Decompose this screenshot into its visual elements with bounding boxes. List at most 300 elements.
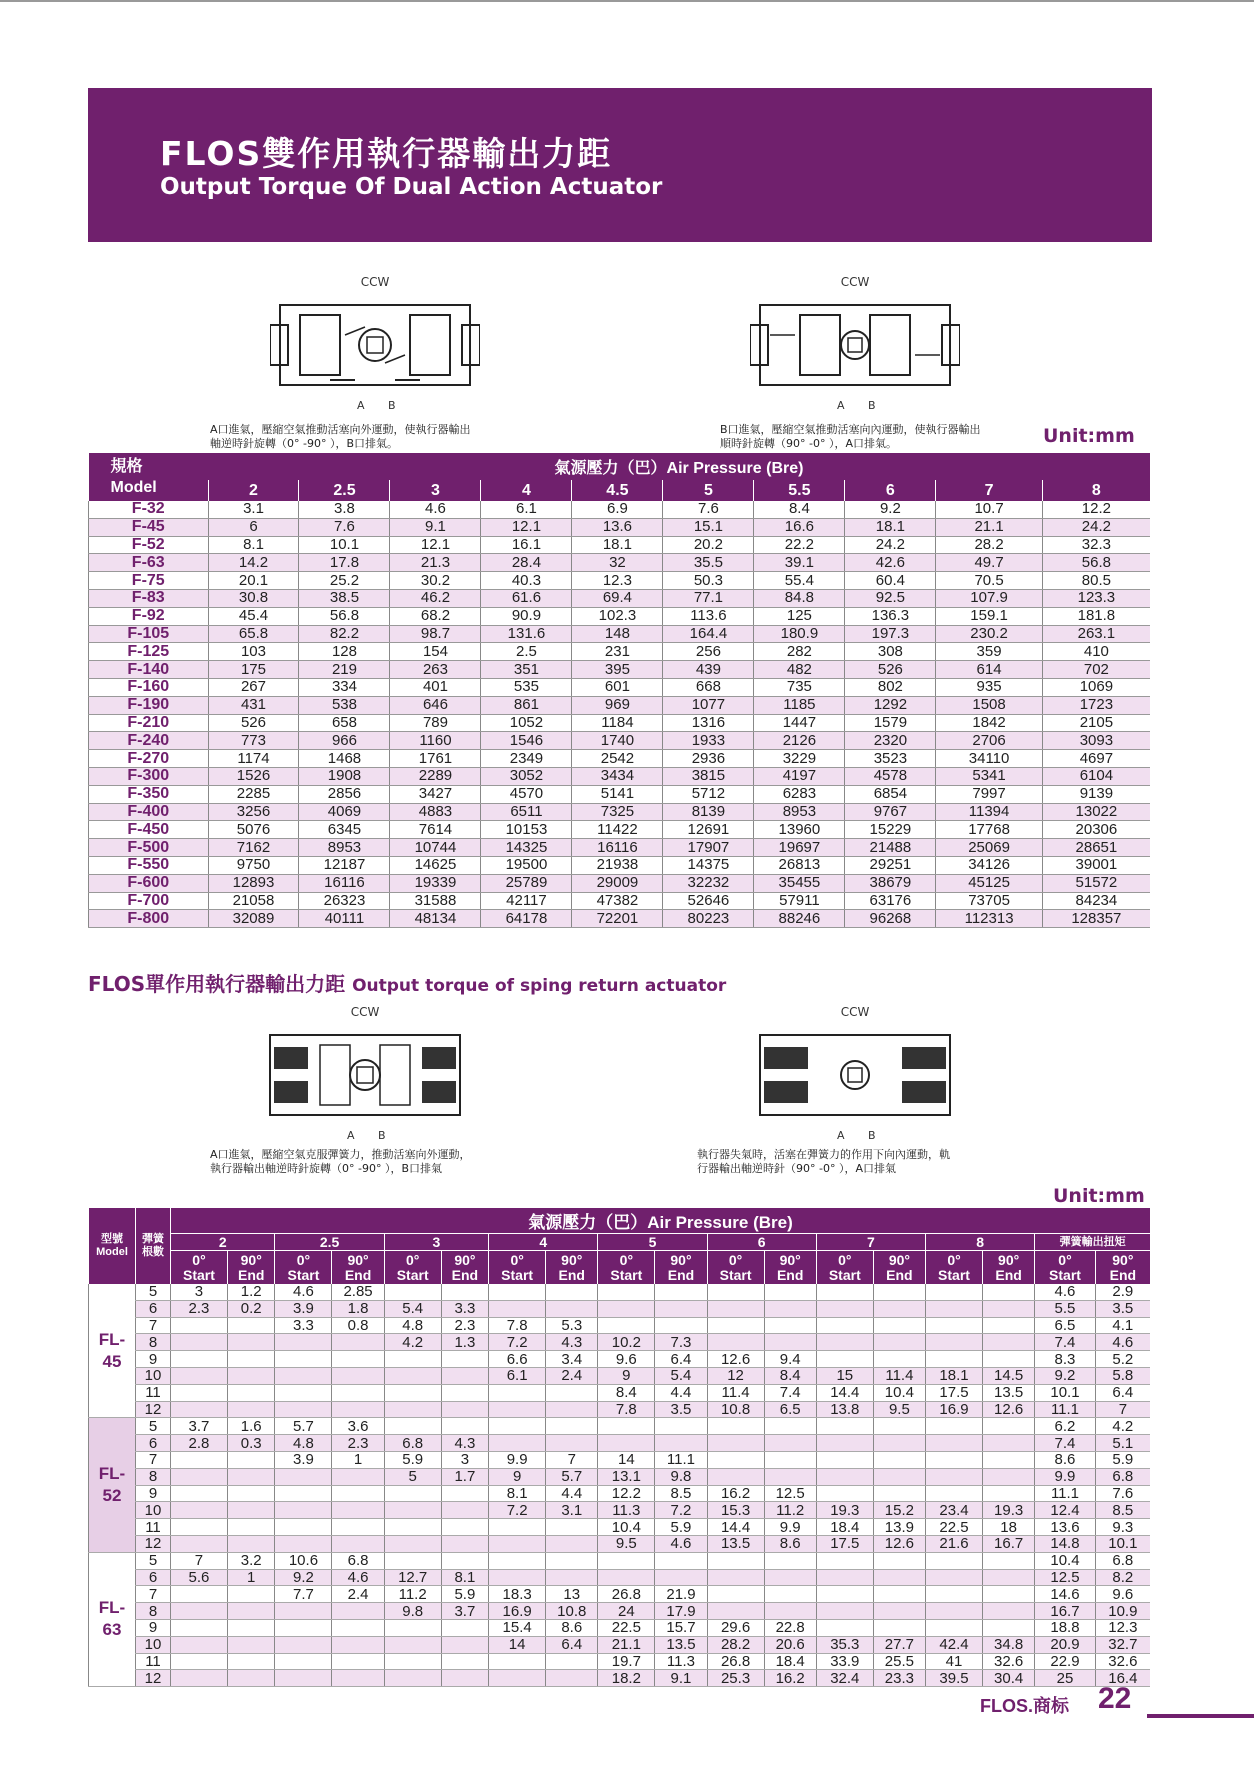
torque-cell: 103 — [208, 643, 299, 661]
torque-cell: 88246 — [754, 910, 845, 928]
torque-cell: 10.8 — [707, 1401, 764, 1418]
torque-cell — [926, 1619, 983, 1636]
torque-cell: 2349 — [481, 750, 572, 768]
torque-cell: 13022 — [1042, 803, 1150, 821]
torque-cell: 13.1 — [598, 1468, 655, 1485]
torque-cell — [764, 1468, 816, 1485]
torque-cell: 5 — [384, 1468, 441, 1485]
torque-cell: 6345 — [299, 821, 390, 839]
torque-cell: 5712 — [663, 785, 754, 803]
torque-cell: 18.1 — [845, 518, 936, 536]
torque-cell: 3.7 — [171, 1418, 228, 1435]
torque-cell — [926, 1351, 983, 1368]
torque-cell: 2542 — [572, 750, 663, 768]
pressure-column-header: 8 — [926, 1234, 1035, 1251]
torque-cell: 8.4 — [764, 1367, 816, 1384]
torque-cell — [764, 1603, 816, 1620]
torque-cell: 1723 — [1042, 696, 1150, 714]
table-row — [89, 643, 1151, 661]
table-row — [89, 1451, 1151, 1468]
torque-cell — [873, 1619, 925, 1636]
torque-cell: 13.5 — [655, 1636, 707, 1653]
torque-cell: 6.4 — [655, 1351, 707, 1368]
torque-cell: 8.6 — [764, 1535, 816, 1552]
rotation-label: CCW — [350, 1005, 380, 1019]
torque-cell: 73705 — [936, 892, 1042, 910]
torque-cell: 39.1 — [754, 554, 845, 572]
torque-cell — [171, 1401, 228, 1418]
table-row — [89, 910, 1151, 928]
torque-cell: 38679 — [845, 874, 936, 892]
port-labels: A B — [357, 399, 406, 412]
torque-cell: 6.8 — [1095, 1552, 1150, 1569]
torque-cell: 219 — [299, 661, 390, 679]
torque-cell: 4.6 — [1095, 1334, 1150, 1351]
torque-cell — [171, 1317, 228, 1334]
torque-cell: 7.4 — [1035, 1435, 1095, 1452]
torque-cell: 12893 — [208, 874, 299, 892]
model-cell: F-92 — [89, 607, 209, 625]
table-row — [89, 661, 1151, 679]
torque-cell: 6.8 — [332, 1552, 384, 1569]
torque-cell — [441, 1401, 489, 1418]
table-row — [89, 1284, 1151, 1300]
torque-cell: 12.6 — [707, 1351, 764, 1368]
torque-cell: 1.7 — [441, 1468, 489, 1485]
table-row — [89, 589, 1151, 607]
torque-cell: 10.1 — [299, 536, 390, 554]
torque-cell: 26.8 — [598, 1586, 655, 1603]
torque-cell: 96268 — [845, 910, 936, 928]
torque-cell — [598, 1418, 655, 1435]
torque-cell: 22.9 — [1035, 1653, 1095, 1670]
table-row — [89, 785, 1151, 803]
torque-cell — [441, 1367, 489, 1384]
torque-cell — [873, 1300, 925, 1317]
torque-cell: 1174 — [208, 750, 299, 768]
torque-cell — [171, 1535, 228, 1552]
torque-cell — [655, 1284, 707, 1300]
spring-count-cell: 12 — [136, 1670, 171, 1687]
torque-cell — [384, 1418, 441, 1435]
torque-cell: 2.9 — [1095, 1284, 1150, 1300]
torque-cell: 28.2 — [936, 536, 1042, 554]
torque-cell — [598, 1300, 655, 1317]
torque-cell: 12.2 — [598, 1485, 655, 1502]
torque-cell — [926, 1468, 983, 1485]
torque-cell: 17.9 — [655, 1603, 707, 1620]
torque-cell: 11.1 — [1035, 1485, 1095, 1502]
end-angle-header: 90° End — [227, 1251, 275, 1285]
torque-cell — [816, 1418, 873, 1435]
torque-cell — [655, 1569, 707, 1586]
torque-cell: 70.5 — [936, 572, 1042, 590]
torque-cell: 18.1 — [572, 536, 663, 554]
torque-cell: 7.6 — [299, 518, 390, 536]
torque-cell: 6.5 — [764, 1401, 816, 1418]
torque-cell: 41 — [926, 1653, 983, 1670]
torque-cell: 8.3 — [1035, 1351, 1095, 1368]
torque-cell: 2.85 — [332, 1284, 384, 1300]
torque-cell — [384, 1384, 441, 1401]
torque-cell — [227, 1317, 275, 1334]
torque-cell: 17.5 — [926, 1384, 983, 1401]
torque-cell — [926, 1451, 983, 1468]
torque-cell — [546, 1519, 598, 1536]
torque-cell — [332, 1334, 384, 1351]
torque-cell — [873, 1435, 925, 1452]
torque-cell: 4.3 — [441, 1435, 489, 1452]
torque-cell: 29251 — [845, 856, 936, 874]
torque-cell — [873, 1552, 925, 1569]
spring-count-cell: 6 — [136, 1569, 171, 1586]
model-cell: F-32 — [89, 501, 209, 518]
torque-cell: 4578 — [845, 767, 936, 785]
torque-cell: 7.7 — [275, 1586, 332, 1603]
torque-cell: 3.2 — [227, 1552, 275, 1569]
torque-cell — [926, 1418, 983, 1435]
torque-cell: 19697 — [754, 839, 845, 857]
torque-cell: 20.9 — [1035, 1636, 1095, 1653]
torque-cell: 0.8 — [332, 1317, 384, 1334]
torque-cell: 12.6 — [873, 1535, 925, 1552]
torque-cell: 65.8 — [208, 625, 299, 643]
torque-cell: 42.6 — [845, 554, 936, 572]
model-cell: F-63 — [89, 554, 209, 572]
torque-cell — [332, 1401, 384, 1418]
ccw-diagram-b-inlet — [745, 275, 965, 415]
torque-cell: 131.6 — [481, 625, 572, 643]
torque-cell — [926, 1485, 983, 1502]
torque-cell: 3434 — [572, 767, 663, 785]
torque-cell: 19.3 — [816, 1502, 873, 1519]
torque-cell: 7.3 — [655, 1334, 707, 1351]
torque-cell — [546, 1653, 598, 1670]
model-group-cell: FL- 45 — [89, 1284, 136, 1418]
torque-cell — [171, 1519, 228, 1536]
torque-cell: 8.6 — [546, 1619, 598, 1636]
torque-cell: 12.5 — [1035, 1569, 1095, 1586]
pressure-column-header: 2 — [208, 480, 299, 501]
torque-cell: 13.5 — [982, 1384, 1034, 1401]
torque-cell: 2320 — [845, 732, 936, 750]
torque-cell: 6.8 — [384, 1435, 441, 1452]
torque-cell: 13.5 — [707, 1535, 764, 1552]
torque-cell: 32.6 — [1095, 1653, 1150, 1670]
spring-count-cell: 10 — [136, 1636, 171, 1653]
torque-cell: 18 — [982, 1519, 1034, 1536]
torque-cell: 14625 — [390, 856, 481, 874]
spring-count-cell: 10 — [136, 1502, 171, 1519]
torque-cell — [598, 1317, 655, 1334]
torque-cell: 112313 — [936, 910, 1042, 928]
torque-cell — [926, 1317, 983, 1334]
torque-cell — [489, 1552, 546, 1569]
torque-cell — [873, 1485, 925, 1502]
torque-cell — [982, 1603, 1034, 1620]
table-row — [89, 1384, 1151, 1401]
table-row — [89, 732, 1151, 750]
spring-count-cell: 8 — [136, 1468, 171, 1485]
torque-cell — [227, 1619, 275, 1636]
torque-cell: 935 — [936, 678, 1042, 696]
torque-cell: 9.2 — [275, 1569, 332, 1586]
torque-cell: 7.8 — [489, 1317, 546, 1334]
torque-cell — [982, 1284, 1034, 1300]
spring-count-cell: 9 — [136, 1485, 171, 1502]
torque-cell — [171, 1603, 228, 1620]
torque-cell — [926, 1552, 983, 1569]
torque-cell: 3.3 — [441, 1300, 489, 1317]
torque-cell — [764, 1586, 816, 1603]
unit-label: Unit:mm — [1053, 1185, 1145, 1207]
model-cell: F-140 — [89, 661, 209, 679]
torque-cell — [171, 1367, 228, 1384]
torque-cell: 12.6 — [982, 1401, 1034, 1418]
torque-cell: 5341 — [936, 767, 1042, 785]
torque-cell: 5141 — [572, 785, 663, 803]
torque-cell: 34.8 — [982, 1636, 1034, 1653]
torque-cell: 4.8 — [384, 1317, 441, 1334]
torque-cell: 23.4 — [926, 1502, 983, 1519]
table-row — [89, 572, 1151, 590]
torque-cell: 439 — [663, 661, 754, 679]
torque-cell: 32232 — [663, 874, 754, 892]
spring-return-torque-table — [88, 1208, 1150, 1687]
torque-cell: 7997 — [936, 785, 1042, 803]
table-row — [89, 1670, 1151, 1687]
torque-cell: 2126 — [754, 732, 845, 750]
spring-count-cell: 7 — [136, 1317, 171, 1334]
torque-cell: 3.5 — [1095, 1300, 1150, 1317]
torque-cell — [489, 1569, 546, 1586]
torque-cell: 5.9 — [655, 1519, 707, 1536]
diagram-description: B口進氣，壓縮空氣推動活塞向內運動，使執行器輸出 順時針旋轉（90° -0° ），A口排氣。 — [720, 423, 981, 450]
torque-cell — [873, 1468, 925, 1485]
torque-cell: 2289 — [390, 767, 481, 785]
end-angle-header: 90° End — [546, 1251, 598, 1285]
model-cell: F-700 — [89, 892, 209, 910]
torque-cell: 2.5 — [481, 643, 572, 661]
torque-cell: 3.1 — [546, 1502, 598, 1519]
torque-cell: 861 — [481, 696, 572, 714]
torque-cell: 3.7 — [441, 1603, 489, 1620]
torque-cell: 802 — [845, 678, 936, 696]
torque-cell: 359 — [936, 643, 1042, 661]
model-cell: F-270 — [89, 750, 209, 768]
torque-cell: 4697 — [1042, 750, 1150, 768]
torque-cell: 19500 — [481, 856, 572, 874]
end-angle-header: 90° End — [1095, 1251, 1150, 1285]
torque-cell — [384, 1284, 441, 1300]
torque-cell — [489, 1284, 546, 1300]
torque-cell: 538 — [299, 696, 390, 714]
torque-cell: 15 — [816, 1367, 873, 1384]
torque-cell — [332, 1519, 384, 1536]
torque-cell: 197.3 — [845, 625, 936, 643]
torque-cell — [227, 1535, 275, 1552]
torque-cell — [332, 1468, 384, 1485]
torque-cell — [873, 1284, 925, 1300]
torque-cell: 9767 — [845, 803, 936, 821]
torque-cell: 30.8 — [208, 589, 299, 607]
torque-cell: 9.5 — [598, 1535, 655, 1552]
model-cell: F-190 — [89, 696, 209, 714]
torque-cell — [873, 1586, 925, 1603]
torque-cell — [384, 1670, 441, 1687]
torque-cell: 11.4 — [707, 1384, 764, 1401]
torque-cell — [707, 1552, 764, 1569]
torque-cell: 9.1 — [390, 518, 481, 536]
start-angle-header: 0° Start — [707, 1251, 764, 1285]
port-labels: A B — [837, 399, 886, 412]
actuator-cross-section-icon — [750, 295, 960, 395]
table-row — [89, 1367, 1151, 1384]
torque-cell: 32 — [572, 554, 663, 572]
torque-cell: 16.2 — [707, 1485, 764, 1502]
torque-cell: 18.4 — [816, 1519, 873, 1536]
torque-cell: 535 — [481, 678, 572, 696]
torque-cell — [546, 1435, 598, 1452]
table-row — [89, 607, 1151, 625]
model-cell: F-105 — [89, 625, 209, 643]
torque-cell — [982, 1435, 1034, 1452]
torque-cell — [332, 1653, 384, 1670]
spring-count-cell: 12 — [136, 1401, 171, 1418]
torque-cell: 9.6 — [598, 1351, 655, 1368]
table-row — [89, 1468, 1151, 1485]
torque-cell: 128 — [299, 643, 390, 661]
torque-cell: 16116 — [299, 874, 390, 892]
torque-cell: 175 — [208, 661, 299, 679]
torque-cell: 11.1 — [1035, 1401, 1095, 1418]
torque-cell — [171, 1451, 228, 1468]
torque-cell — [655, 1300, 707, 1317]
torque-cell — [764, 1552, 816, 1569]
torque-cell: 10.4 — [598, 1519, 655, 1536]
torque-cell: 7.6 — [1095, 1485, 1150, 1502]
table-row — [89, 1300, 1151, 1317]
torque-cell: 9.3 — [1095, 1519, 1150, 1536]
torque-cell — [441, 1619, 489, 1636]
torque-cell: 282 — [754, 643, 845, 661]
torque-cell — [816, 1586, 873, 1603]
torque-cell — [227, 1351, 275, 1368]
torque-cell: 10.1 — [1035, 1384, 1095, 1401]
torque-cell: 8.1 — [208, 536, 299, 554]
torque-cell: 123.3 — [1042, 589, 1150, 607]
torque-cell — [384, 1485, 441, 1502]
table-row — [89, 501, 1151, 518]
torque-cell — [332, 1603, 384, 1620]
model-cell: F-600 — [89, 874, 209, 892]
spring-output-header: 彈簧輸出扭矩 — [1035, 1234, 1150, 1251]
torque-cell — [171, 1636, 228, 1653]
torque-cell: 614 — [936, 661, 1042, 679]
spring-count-cell: 5 — [136, 1418, 171, 1435]
torque-cell: 8953 — [754, 803, 845, 821]
torque-cell: 10.6 — [275, 1552, 332, 1569]
torque-cell — [441, 1535, 489, 1552]
torque-cell: 16.7 — [1035, 1603, 1095, 1620]
torque-cell: 82.2 — [299, 625, 390, 643]
torque-cell — [384, 1653, 441, 1670]
torque-cell — [227, 1485, 275, 1502]
torque-cell: 2.3 — [441, 1317, 489, 1334]
torque-cell: 5.8 — [1095, 1367, 1150, 1384]
torque-cell — [171, 1586, 228, 1603]
torque-cell — [982, 1451, 1034, 1468]
torque-cell: 28.2 — [707, 1636, 764, 1653]
torque-cell — [816, 1284, 873, 1300]
torque-cell: 8953 — [299, 839, 390, 857]
torque-cell: 966 — [299, 732, 390, 750]
torque-cell: 1292 — [845, 696, 936, 714]
torque-cell: 10744 — [390, 839, 481, 857]
start-angle-header: 0° Start — [171, 1251, 228, 1285]
torque-cell — [171, 1619, 228, 1636]
torque-cell — [171, 1468, 228, 1485]
torque-cell: 5076 — [208, 821, 299, 839]
torque-cell: 8.5 — [655, 1485, 707, 1502]
torque-cell: 6.2 — [1035, 1418, 1095, 1435]
table-row — [89, 892, 1151, 910]
torque-cell: 32.6 — [982, 1653, 1034, 1670]
torque-cell: 13 — [546, 1586, 598, 1603]
pressure-column-header: 3 — [384, 1234, 488, 1251]
torque-cell: 24.2 — [845, 536, 936, 554]
torque-cell — [707, 1468, 764, 1485]
torque-cell — [332, 1351, 384, 1368]
torque-cell: 3 — [171, 1284, 228, 1300]
torque-cell — [546, 1670, 598, 1687]
torque-cell: 16116 — [572, 839, 663, 857]
torque-cell: 18.2 — [598, 1670, 655, 1687]
torque-cell: 7325 — [572, 803, 663, 821]
torque-cell: 28651 — [1042, 839, 1150, 857]
torque-cell — [816, 1569, 873, 1586]
torque-cell: 32.3 — [1042, 536, 1150, 554]
torque-cell: 16.9 — [489, 1603, 546, 1620]
torque-cell — [764, 1418, 816, 1435]
torque-cell: 21058 — [208, 892, 299, 910]
torque-cell: 9.9 — [764, 1519, 816, 1536]
torque-cell: 33.9 — [816, 1653, 873, 1670]
torque-cell — [332, 1485, 384, 1502]
torque-cell: 1508 — [936, 696, 1042, 714]
torque-cell — [227, 1468, 275, 1485]
torque-cell: 6104 — [1042, 767, 1150, 785]
torque-cell: 125 — [754, 607, 845, 625]
model-cell: F-800 — [89, 910, 209, 928]
torque-cell: 14 — [598, 1451, 655, 1468]
torque-cell: 14.6 — [1035, 1586, 1095, 1603]
torque-cell — [546, 1284, 598, 1300]
torque-cell — [926, 1334, 983, 1351]
table-row — [89, 625, 1151, 643]
header-row — [89, 1251, 1151, 1285]
pressure-column-header: 2.5 — [299, 480, 390, 501]
torque-cell — [982, 1586, 1034, 1603]
pressure-column-header: 4 — [481, 480, 572, 501]
unit-label: Unit:mm — [1043, 425, 1135, 447]
model-cell: F-350 — [89, 785, 209, 803]
torque-cell — [655, 1317, 707, 1334]
torque-cell: 80.5 — [1042, 572, 1150, 590]
torque-cell — [275, 1670, 332, 1687]
torque-cell — [707, 1435, 764, 1452]
torque-cell — [227, 1401, 275, 1418]
